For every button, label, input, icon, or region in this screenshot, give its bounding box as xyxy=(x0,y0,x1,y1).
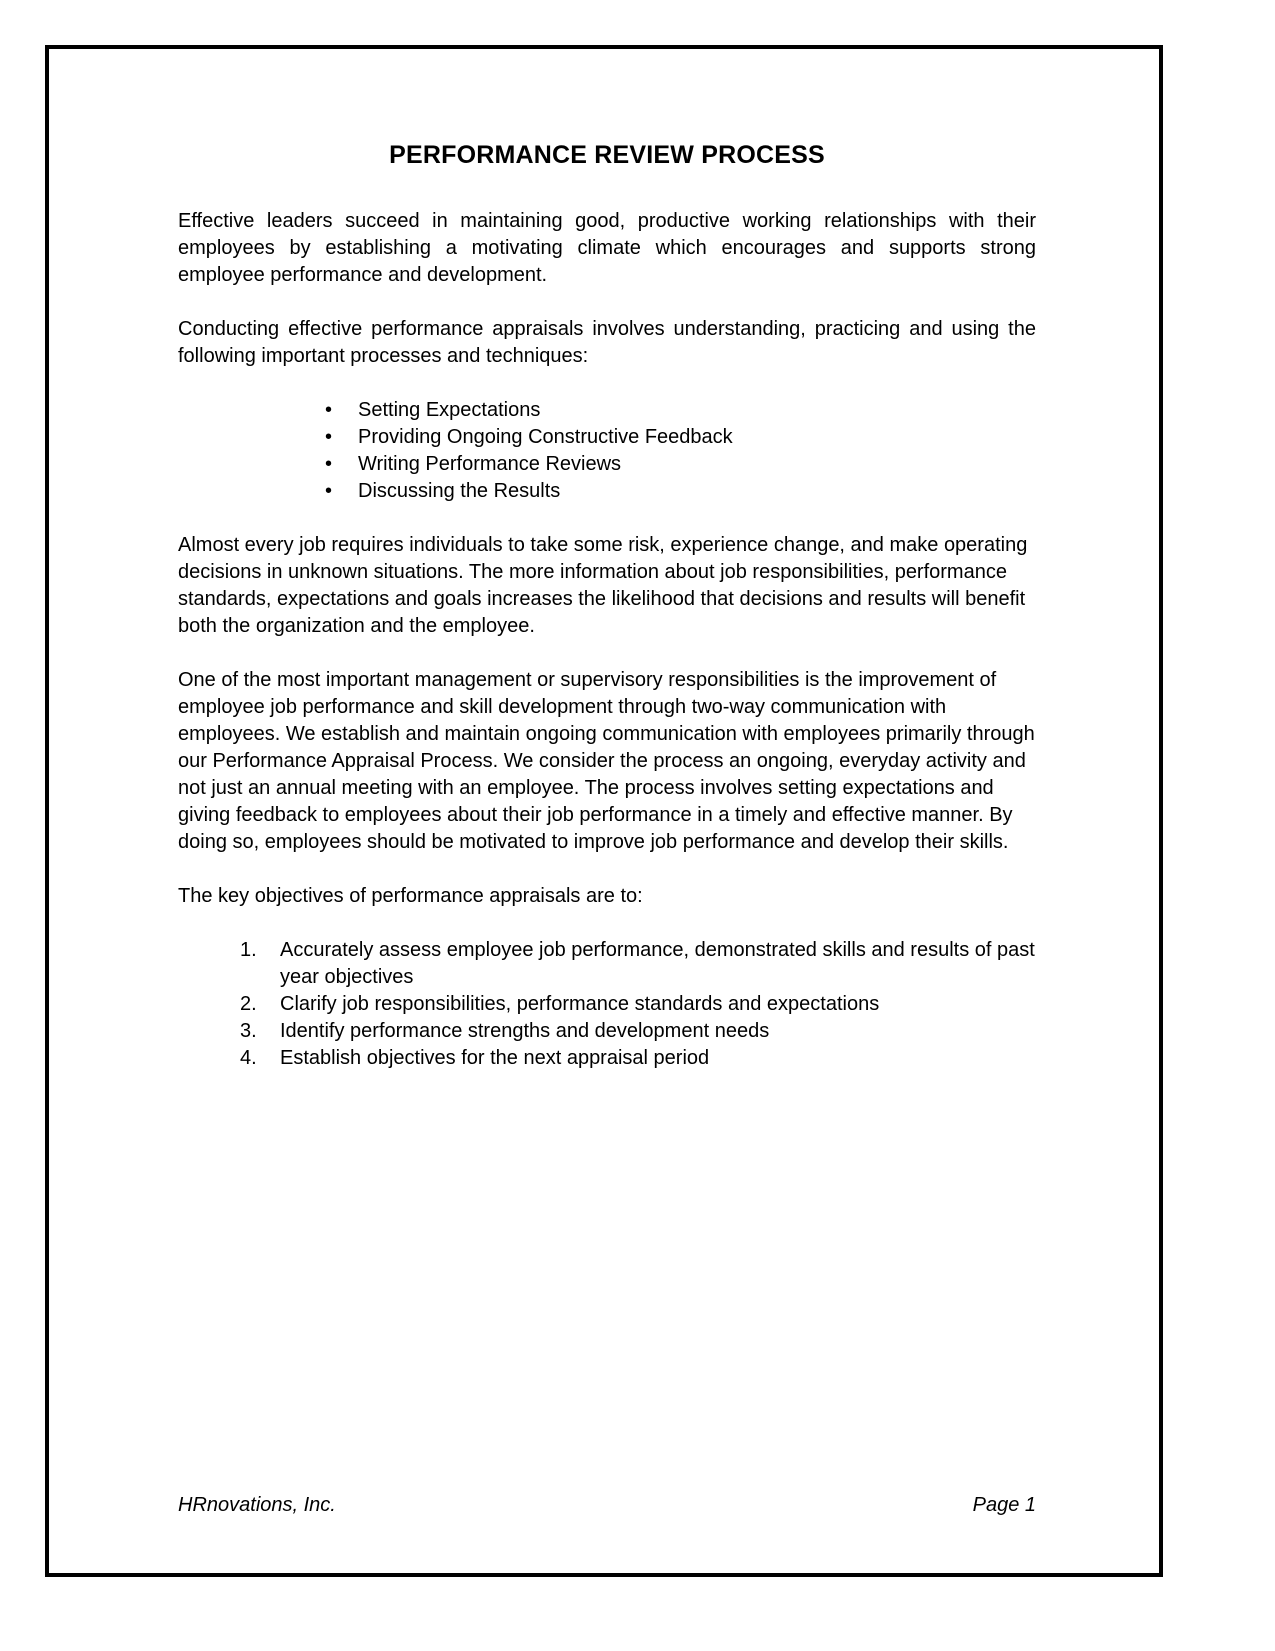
bullet-item: • Setting Expectations xyxy=(325,397,1036,424)
objective-item: Clarify job responsibilities, performance standards and expectations xyxy=(280,993,880,1015)
bullet-item: • Discussing the Results xyxy=(325,478,1036,505)
paragraph-key-objectives: The key objectives of performance appraisals are to: xyxy=(178,885,643,907)
footer xyxy=(178,1492,1036,1519)
paragraph-almost: Almost every job requires individuals to take some risk, experience change, and make operating decisions in unknown situations. The more information about job responsibilities, performance standards, expectations and goals increases the likelihood that decisions and results will benefit both the organization and the employee. xyxy=(178,534,1028,637)
document-title: PERFORMANCE REVIEW PROCESS xyxy=(389,141,825,169)
footer-company: HRnovations, Inc. xyxy=(178,1494,336,1516)
paragraph-one: One of the most important management or supervisory responsibilities is the improvement of employee job performance and skill development through two-way communication with employees. We establish and maintain ongoing communication with employees primarily through our Performance Appraisal Process. We consider the process an ongoing, everyday activity and not just an annual meeting with an employee. The process involves setting expectations and giving feedback to employees about their job performance in a timely and effective manner. By doing so, employees should be motivated to improve job performance and develop their skills. xyxy=(178,669,1035,853)
objective-item: Accurately assess employee job performance, demonstrated skills and results of past year objectives xyxy=(280,939,1035,988)
bullet-item: • Providing Ongoing Constructive Feedback xyxy=(325,424,1036,451)
paragraph-intro: Effective leaders succeed in maintaining good, productive working relationships with their employees by establishing a motivating climate which encourages and supports strong employee performance and development. xyxy=(178,210,1036,286)
objective-item: Identify performance strengths and development needs xyxy=(280,1020,770,1042)
bullet-list xyxy=(325,397,1036,505)
objective-item: Establish objectives for the next appraisal period xyxy=(280,1047,710,1069)
footer-page-number: Page 1 xyxy=(972,1494,1036,1516)
objectives-list xyxy=(240,937,1036,1072)
paragraph-conducting: Conducting effective performance appraisals involves understanding, practicing and using the following important processes and techniques: xyxy=(178,318,1036,367)
document-content xyxy=(178,140,1036,1099)
bullet-item: • Writing Performance Reviews xyxy=(325,451,1036,478)
